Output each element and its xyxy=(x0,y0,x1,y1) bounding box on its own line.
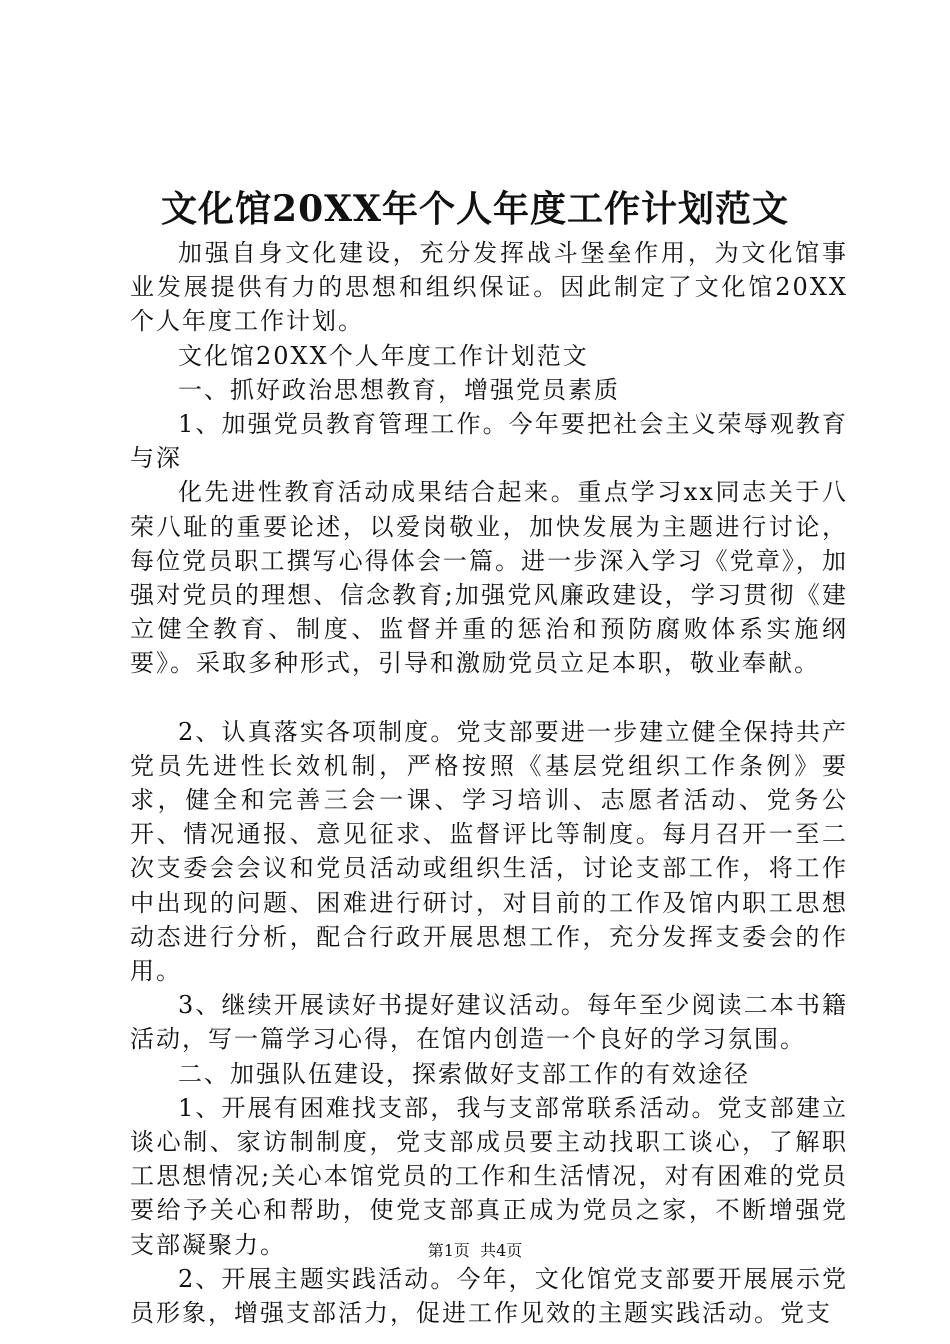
page-footer xyxy=(0,1240,950,1262)
document-title: 文化馆20XX年个人年度工作计划范文 xyxy=(161,188,789,230)
section-heading-1: 一、抓好政治思想教育，增强党员素质 xyxy=(178,375,620,404)
paragraph-item-1-3: 3、继续开展读好书提好建议活动。每年至少阅读二本书籍活动，写一篇学习心得，在馆内创造一个良好的学习氛围。 xyxy=(130,991,848,1054)
paragraph-intro: 加强自身文化建设，充分发挥战斗堡垒作用，为文化馆事业发展提供有力的思想和组织保证。因此制定了文化馆20XX个人年度工作计划。 xyxy=(130,239,848,336)
document-body xyxy=(130,236,848,1330)
paragraph-item-1-1-continued: 化先进性教育活动成果结合起来。重点学习xx同志关于八荣八耻的重要论述，以爱岗敬业，加快发展为主题进行讨论，每位党员职工撰写心得体会一篇。进一步深入学习《党章》，加强对党员的理想、信念教育;加强党风廉政建设，学习贯彻《建立健全教育、制度、监督并重的惩治和预防腐败体系实施纲要》。采取多种形式，引导和激励党员立足本职，敬业奉献。 xyxy=(130,478,848,678)
paragraph-item-2-2: 2、开展主题实践活动。今年，文化馆党支部要开展展示党员形象，增强支部活力，促进工作见效的主题实践活动。党支 xyxy=(130,1264,848,1328)
paragraph-subtitle: 文化馆20XX个人年度工作计划范文 xyxy=(178,341,589,370)
paragraph-item-1-2: 2、认真落实各项制度。党支部要进一步建立健全保持共产党员先进性长效机制，严格按照《基层党组织工作条例》要求，健全和完善三会一课、学习培训、志愿者活动、党务公开、情况通报、意见征求、监督评比等制度。每月召开一至二次支委会会议和党员活动或组织生活，讨论支部工作，将工作中出现的问题、困难进行研讨，对目前的工作及馆内职工思想动态进行分析，配合行政开展思想工作，充分发挥支委会的作用。 xyxy=(130,717,848,986)
page-number: 第1页 共4页 xyxy=(427,1241,523,1260)
section-heading-2: 二、加强队伍建设，探索做好支部工作的有效途径 xyxy=(178,1059,750,1088)
paragraph-item-2-1: 1、开展有困难找支部，我与支部常联系活动。党支部建立谈心制、家访制制度，党支部成员要主动找职工谈心，了解职工思想情况;关心本馆党员的工作和生活情况，对有困难的党员要给予关心和帮助，使党支部真正成为党员之家，不断增强党支部凝聚力。 xyxy=(130,1093,848,1259)
paragraph-item-1-1-start: 1、加强党员教育管理工作。今年要把社会主义荣辱观教育与深 xyxy=(130,410,848,473)
